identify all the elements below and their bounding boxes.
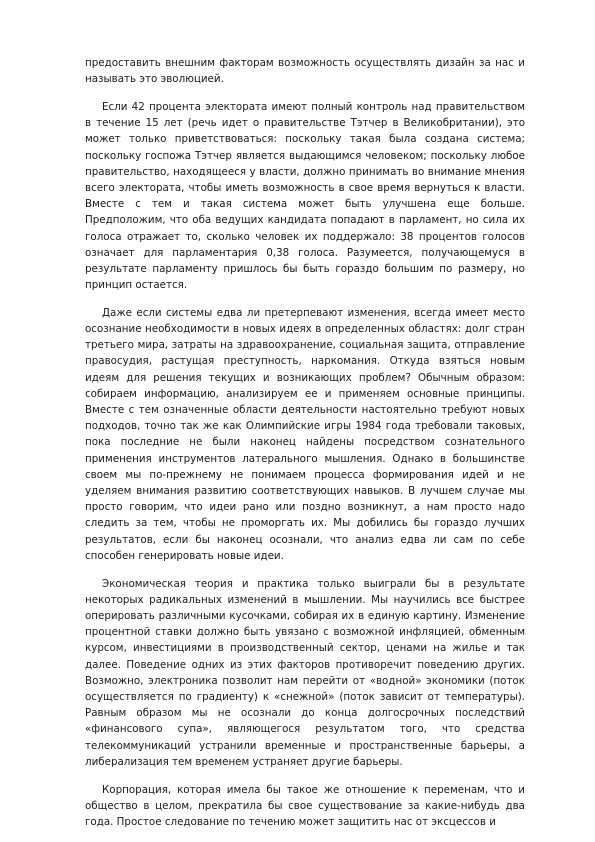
document-page	[85, 55, 525, 842]
paragraph-electorate: Если 42 процента электората имеют полный контроль над правительством в течение 15 лет (речь идет о правительстве Тэтчер в Великобритании), это может только приветствоваться: поскольку такая была создана система; поскольку госпожа Тэтчер является выдающимся человеком; поскольку любое правительство, находящееся у власти, должно принимать во внимание мнения всего электората, чтобы иметь возможность в свое время вернуться к власти. Вместе с тем и такая система может быть улучшена еще больше. Предположим, что оба ведущих кандидата попадают в парламент, но сила их голоса отражает то, сколько человек их поддержало: 38 процентов голосов означает для парламентария 0,38 голоса. Разумеется, получающемуся в результате парламенту пришлось бы быть гораздо большим по размеру, но принцип остается.	[85, 100, 525, 292]
paragraph-continuation: предоставить внешним факторам возможность осуществлять дизайн за нас и называть это эволюцией.	[85, 57, 525, 86]
paragraph-economics: Экономическая теория и практика только выиграли бы в результате некоторых радикальных изменений в мышлении. Мы научились все быстрее оперировать различными кусочками, собирая их в единую картину. Изменение процентной ставки должно быть увязано с возможной инфляцией, обменным курсом, инвестициями в производственный сектор, ценами на жилье и так далее. Поведение одних из этих факторов противоречит поведению других. Возможно, электроника позволит нам перейти от «водной» экономики (поток осуществляется по градиенту) к «снежной» (поток зависит от температуры). Равным образом мы не осознали до конца долгосрочных последствий «финансового супа», являющегося результатом того, что средства телекоммуникаций устранили временные и пространственные барьеры, а либерализация тем временем устраняет другие барьеры.	[85, 577, 525, 768]
paragraph-new-ideas: Даже если системы едва ли претерпевают изменения, всегда имеет место осознание необходимости в новых идеях в определенных областях: долг стран третьего мира, затраты на здравоохранение, социальная защита, отправление правосудия, растущая преступность, наркомания. Откуда взяться новым идеям для решения текущих и возникающих проблем? Обычным образом: собираем информацию, анализируем ее и применяем основные принципы. Вместе с тем означенные области деятельности настоятельно требуют новых подходов, точно так же как Олимпийские игры 1984 года требовали таковых, пока последние не были наконец найдены посредством сознательного применения инструментов латерального мышления. Однако в большинстве своем мы по-прежнему не понимаем процесса формирования идей и не уделяем внимания развитию соответствующих навыков. В лучшем случае мы просто говорим, что идеи рано или поздно возникнут, а нам просто надо следить за тем, чтобы не проморгать их. Мы добились бы гораздо лучших результатов, если бы наконец осознали, что анализ едва ли сам по себе способен генерировать новые идеи.	[85, 306, 525, 562]
paragraph-corporation: Корпорация, которая имела бы такое же отношение к переменам, что и общество в целом, прекратила бы свое существование за какие-нибудь два года. Простое следование по течению может защитить нас от эксцессов и	[85, 783, 525, 828]
